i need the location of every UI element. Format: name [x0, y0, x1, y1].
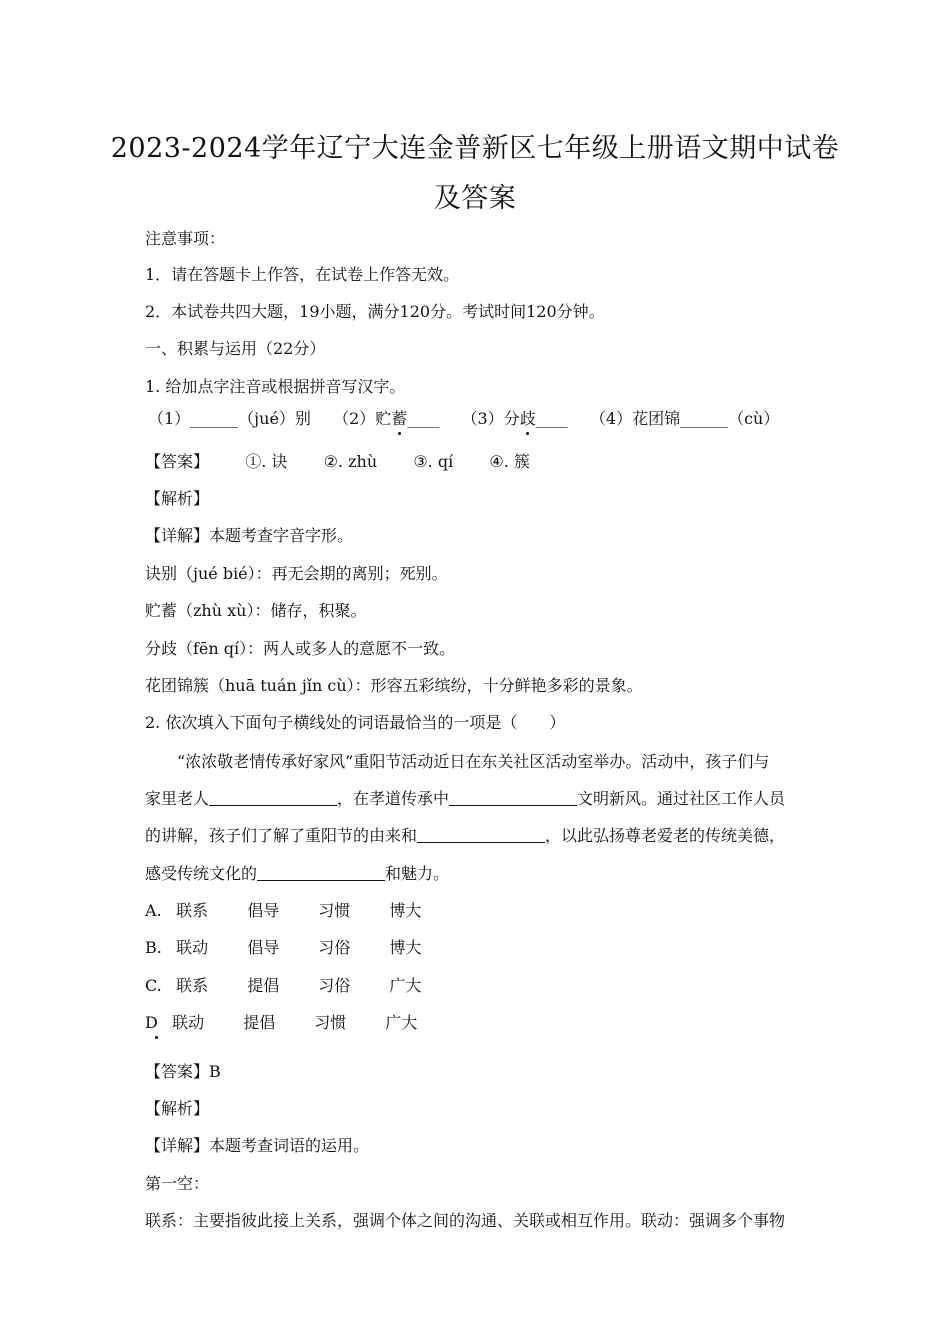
q1-part-2-dotted-char: 蓄 [391, 409, 408, 428]
notice-heading: 注意事项： [145, 229, 226, 248]
explanation-line: 诀别（jué bié）：再无会期的离别；死别。 [145, 564, 448, 583]
passage-line-3 [145, 823, 785, 846]
question-1-parts [148, 406, 779, 429]
answer-label: 【答案】 [145, 452, 210, 471]
option-a [145, 898, 421, 921]
answer-item: ③. qí [413, 452, 454, 471]
option-word: 广大 [389, 976, 422, 995]
option-word: 倡导 [247, 901, 280, 920]
option-word: 博大 [389, 938, 422, 957]
option-label: D [145, 1013, 167, 1032]
fill-blank-1 [209, 789, 337, 806]
option-word: 联动 [176, 938, 209, 957]
passage-line-2 [145, 786, 785, 809]
passage-text: 和魅力。 [385, 864, 450, 883]
option-label: A. [145, 901, 162, 920]
option-label: B. [145, 938, 162, 957]
option-word: 提倡 [243, 1013, 276, 1032]
explanation-line: 联系：主要指彼此接上关系，强调个体之间的沟通、关联或相互作用。联动：强调多个事物 [145, 1211, 786, 1230]
answer-item: ①. 诀 [245, 452, 288, 471]
question-2-answer: 【答案】B [145, 1062, 221, 1081]
q1-part-3-prefix: （3）分 [461, 409, 520, 428]
q1-part-2-prefix: （2）贮 [333, 409, 392, 428]
q1-part-3-blank: ____ [535, 409, 568, 428]
q1-part-1: （1）______（jué）别 [148, 409, 311, 428]
explanation-line: 贮蓄（zhù xù）：储存，积聚。 [145, 601, 367, 620]
passage-line-4 [145, 861, 449, 884]
option-word: 提倡 [247, 976, 280, 995]
exam-title-line1: 2023-2024学年辽宁大连金普新区七年级上册语文期中试卷 [110, 133, 840, 164]
option-word: 习俗 [318, 976, 351, 995]
question-2-analysis-label: 【解析】 [145, 1099, 210, 1118]
option-b [145, 935, 421, 958]
option-word: 联动 [172, 1013, 205, 1032]
exam-title-line2: 及答案 [433, 183, 517, 214]
option-word: 广大 [385, 1013, 418, 1032]
answer-item: ④. 簇 [489, 452, 530, 471]
passage-text: ，以此弘扬尊老爱老的传统美德， [545, 826, 786, 845]
fill-blank-2 [449, 789, 577, 806]
q1-part-3-dotted-char: 歧 [519, 409, 536, 428]
q1-part-2-blank: ____ [407, 409, 440, 428]
passage-text: 感受传统文化的 [145, 864, 258, 883]
explanation-line: 花团锦簇（huā tuán jǐn cù）：形容五彩缤纷，十分鲜艳多彩的景象。 [145, 676, 643, 695]
question-1-answer [145, 449, 530, 472]
option-word: 倡导 [247, 938, 280, 957]
option-c [145, 973, 421, 996]
fill-blank-3 [417, 826, 545, 843]
fill-blank-4 [257, 864, 385, 881]
question-1-detail: 【详解】本题考查字音字形。 [145, 526, 354, 545]
question-1-analysis-label: 【解析】 [145, 489, 210, 508]
option-label: C. [145, 976, 162, 995]
passage-text: 的讲解，孩子们了解了重阳节的由来和 [145, 826, 418, 845]
option-word: 习惯 [314, 1013, 347, 1032]
passage-line-1: “浓浓敬老情传承好家风”重阳节活动近日在东关社区活动室举办。活动中，孩子们与 [177, 752, 770, 771]
question-2-stem: 2. 依次填入下面句子横线处的词语最恰当的一项是（ ） [145, 713, 566, 732]
notice-item-2: 2．本试卷共四大题，19小题，满分120分。考试时间120分钟。 [145, 302, 605, 321]
option-word: 博大 [389, 901, 422, 920]
passage-text: 家里老人 [145, 789, 210, 808]
passage-text: 文明新风。通过社区工作人员 [577, 789, 786, 808]
option-word: 联系 [176, 976, 209, 995]
question-2-detail: 【详解】本题考查词语的运用。 [145, 1136, 370, 1155]
answer-item: ②. zhù [323, 452, 378, 471]
explanation-line: 分歧（fēn qí）：两人或多人的意愿不一致。 [145, 639, 456, 658]
question-1-stem: 1. 给加点字注音或根据拼音写汉字。 [145, 377, 406, 396]
blank-heading: 第一空： [145, 1174, 210, 1193]
option-word: 习俗 [318, 938, 351, 957]
option-word: 联系 [176, 901, 209, 920]
section-heading: 一、积累与运用（22分） [145, 339, 326, 358]
q1-part-4: （4）花团锦______（cù） [589, 409, 780, 428]
passage-text: ，在孝道传承中 [337, 789, 450, 808]
option-word: 习惯 [318, 901, 351, 920]
option-d [145, 1010, 417, 1033]
notice-item-1: 1．请在答题卡上作答，在试卷上作答无效。 [145, 265, 460, 284]
